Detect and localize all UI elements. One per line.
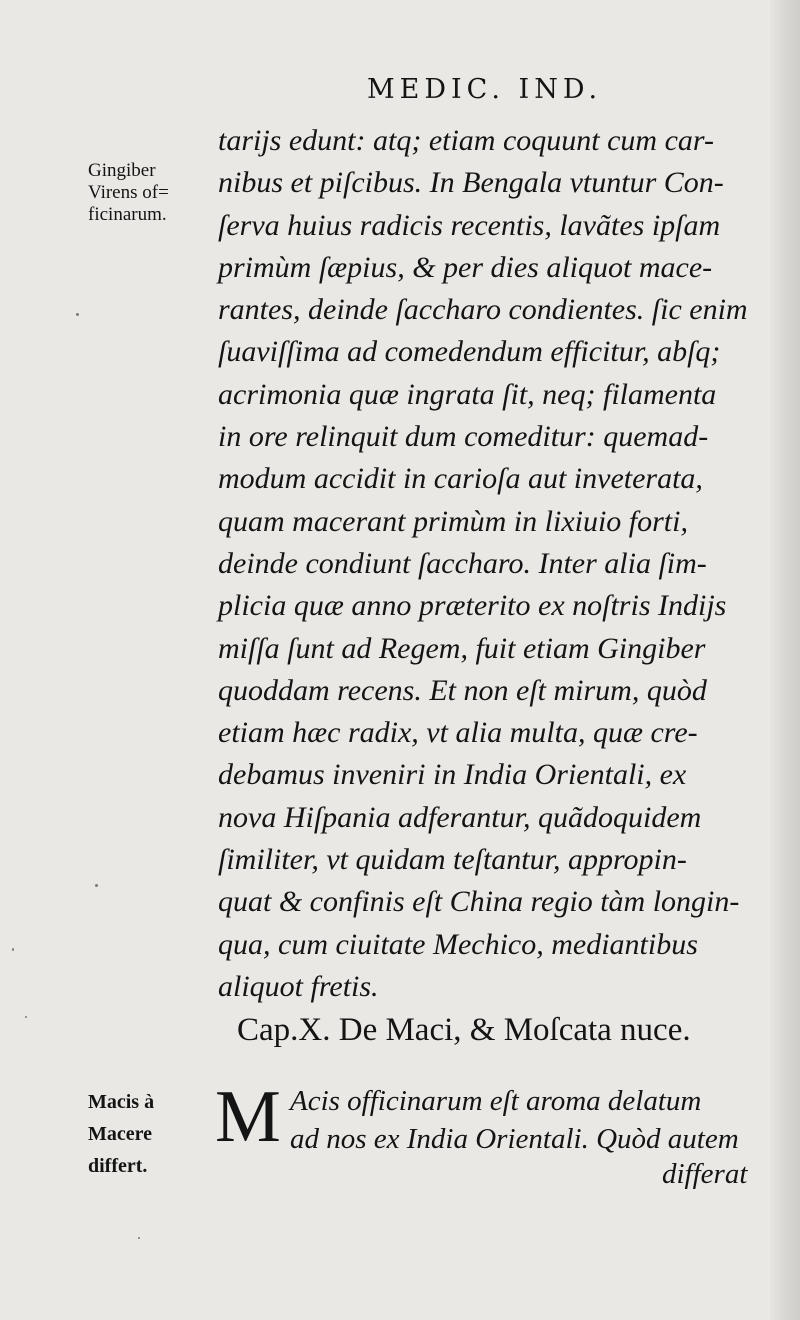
text-line: tarijs edunt: atq; etiam coquunt cum car- [218, 124, 714, 157]
text-line: ad nos ex India Orientali. Quòd autem [290, 1123, 739, 1155]
text-line: ſimiliter, vt quidam teſtantur, appropin- [218, 843, 687, 877]
text-line: quam macerant primùm in lixiuio forti, [218, 504, 688, 538]
text-line: nova Hiſpania adferantur, quãdoquidem [218, 800, 702, 834]
margin-note-line: Macere [88, 1123, 153, 1145]
running-header: MEDIC. IND. [367, 74, 603, 105]
text-line: quat & confinis eſt China regio tàm longin- [218, 885, 740, 919]
paper-speck [25, 1016, 27, 1018]
catchword: differat [662, 1158, 748, 1190]
text-line: deinde condiunt ſaccharo. Inter alia ſim- [218, 546, 707, 580]
text-line: acrimonia quæ ingrata ſit, neq; filamenta [218, 377, 717, 411]
text-line: qua, cum ciuitate Mechico, mediantibus [218, 927, 698, 961]
margin-note-gingiber [88, 160, 169, 226]
text-line: rantes, deinde ſaccharo condientes. ſic enim [218, 293, 748, 327]
paper-speck [12, 948, 14, 951]
drop-cap: M [215, 1076, 281, 1158]
margin-note-line: Macis à [88, 1091, 155, 1113]
text-line: debamus inveniri in India Orientali, ex [218, 758, 687, 792]
text-line: ſuaviſſima ad comedendum efficitur, abſq; [218, 335, 721, 369]
text-line: modum accidit in carioſa aut inveterata, [218, 462, 703, 496]
text-line: aliquot fretis. [218, 969, 379, 1003]
paper-speck [95, 884, 98, 887]
margin-note-line: Gingiber [88, 160, 156, 181]
section-text-block [290, 1082, 765, 1158]
text-line: primùm ſæpius, & per dies aliquot mace- [218, 250, 713, 284]
text-line: quoddam recens. Et non eſt mirum, quòd [218, 673, 707, 707]
margin-note-line: ficinarum. [88, 204, 167, 225]
text-line: Acis officinarum eſt aroma delatum [290, 1085, 702, 1117]
chapter-heading: Cap.X. De Maci, & Moſcata nuce. [237, 1012, 691, 1048]
text-line: in ore relinquit dum comeditur: quemad- [218, 420, 709, 454]
text-line: ſerva huius radicis recentis, lavãtes ipſam [218, 208, 721, 242]
margin-note-line: differt. [88, 1155, 148, 1177]
text-line: etiam hæc radix, vt alia multa, quæ cre- [218, 716, 698, 750]
paper-speck [138, 1237, 140, 1239]
text-line: miſſa ſunt ad Regem, fuit etiam Gingiber [218, 631, 706, 665]
margin-note-line: Virens of= [88, 182, 169, 203]
text-line: nibus et piſcibus. In Bengala vtuntur Con- [218, 166, 724, 200]
paper-speck [76, 313, 79, 316]
main-text-block [218, 120, 763, 1008]
page-edge [770, 0, 800, 1320]
margin-note-macis [88, 1086, 154, 1182]
text-line: plicia quæ anno præterito ex noſtris Indijs [218, 589, 727, 623]
